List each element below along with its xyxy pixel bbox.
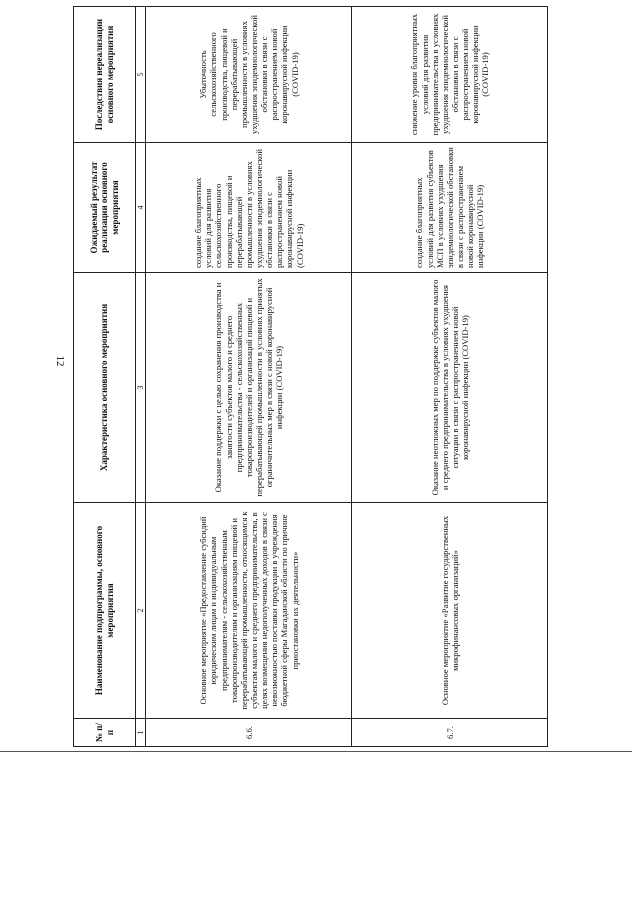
- measure-name: Основное мероприятие «Развитие государственных микрофинансовых организаций»: [352, 503, 548, 719]
- table-header-row: [74, 7, 136, 747]
- header-result: Ожидаемый результат реализации основного мероприятия: [74, 143, 136, 273]
- header-consequence: Последствия нереализации основного мероприятия: [74, 7, 136, 143]
- measure-result: создание благоприятных условий для развития субъектов МСП в условиях ухудшения эпидемиологической обстановки в связи с распространением новой коронавирусной инфекции (COVID-19): [352, 143, 548, 273]
- header-number: № п/п: [74, 719, 136, 747]
- measure-consequence: снижение уровня благоприятных условий для развития предпринимательства в условиях ухудшения эпидемиологической обстановки в связи с распространением новой коронавирусной инфекции (COVID-19): [352, 7, 548, 143]
- row-number: 6.7.: [352, 719, 548, 747]
- header-characteristic: Характеристика основного мероприятия: [74, 273, 136, 503]
- measures-table-container: [73, 7, 548, 747]
- column-number-row: [136, 7, 146, 747]
- column-number: 4: [136, 143, 146, 273]
- measure-consequence: Убыточность сельскохозяйственного производства, пищевой и перерабатывающей промышленности в условиях ухудшения эпидемиологической обстановки в связи с распространением новой коронавирусной инфекции (COVID-19): [146, 7, 352, 143]
- measure-characteristic: Оказание неотложных мер по поддержке субъектов малого и среднего предпринимательства в условиях ухудшения ситуации в связи с распространением новой коронавирусной инфекции (COVID-19): [352, 273, 548, 503]
- column-number: 3: [136, 273, 146, 503]
- measure-characteristic: Оказание поддержки с целью сохранения производства и занятости субъектов малого и среднего предпринимательства - сельскохозяйственных товаропроизводителей и организаций пищевой и перерабатывающей промышленности в условиях принятых ограничительных мер в связи с новой коронавирусной инфекции (COVID-19): [146, 273, 352, 503]
- column-number: 1: [136, 719, 146, 747]
- column-number: 2: [136, 503, 146, 719]
- measures-table: [73, 6, 548, 747]
- row-number: 6.6.: [146, 719, 352, 747]
- separator-line: [0, 751, 632, 752]
- measure-name: Основное мероприятие «Предоставление субсидий юридическим лицам и индивидуальным предпринимателям - сельскохозяйственным товаропроизводителям и организациям пищевой и перерабатывающей промышленности, относящимся к субъектам малого и среднего предпринимательства, в целях возмещения недополученных доходов в связи с невозможностью поставки продукции в учреждения бюджетной сферы Магаданской области по причине приостановки их деятельности»: [146, 503, 352, 719]
- page-number: 12: [54, 355, 66, 367]
- table-row: [146, 7, 352, 747]
- table-row: [352, 7, 548, 747]
- measure-result: создание благоприятных условий для развития сельскохозяйственного производства, пищевой и перерабатывающей промышленности в условиях ухудшения эпидемиологической обстановки в связи с распространением новой коронавирусной инфекции (COVID-19): [146, 143, 352, 273]
- header-name: Наименование подпрограммы, основного мероприятия: [74, 503, 136, 719]
- column-number: 5: [136, 7, 146, 143]
